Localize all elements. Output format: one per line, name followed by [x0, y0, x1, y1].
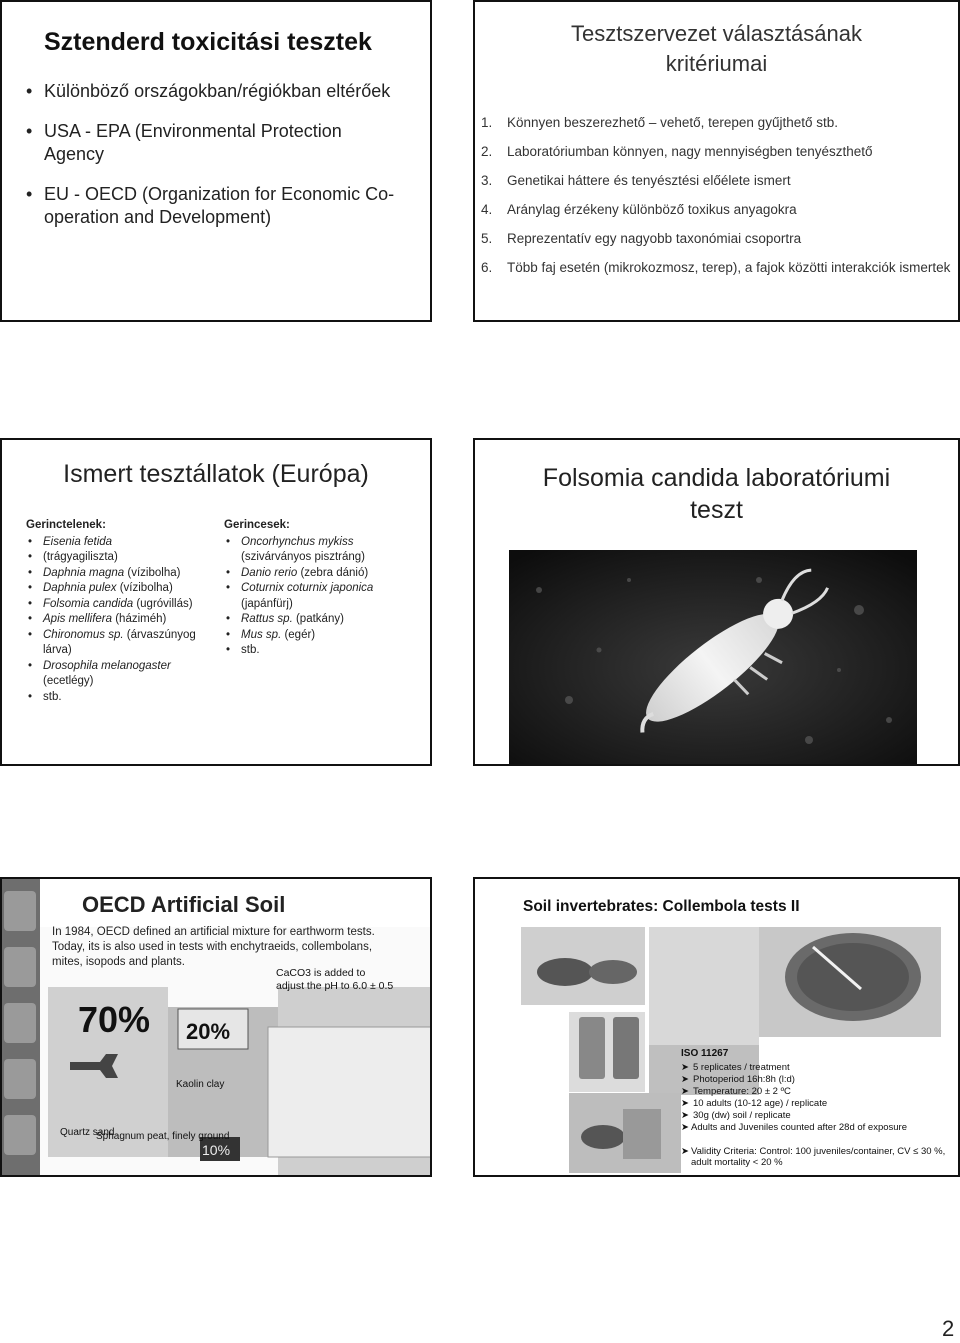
- common-name: (trágyagiliszta): [43, 551, 118, 563]
- common-name: (árvaszúnyog lárva): [43, 628, 196, 656]
- spec-item: Temperature: 20 ± 2 ºC: [693, 1086, 791, 1097]
- percent-10: 10%: [202, 1142, 231, 1158]
- latin-name: Coturnix coturnix japonica: [241, 582, 374, 594]
- arrow-icon: ➤: [681, 1110, 689, 1121]
- spec-item: Validity Criteria: Control: 100 juveniles/container, CV ≤ 30 %, adult mortality < 20 %: [691, 1146, 946, 1168]
- column-header: Gerincesek:: [224, 519, 290, 531]
- title-line: kritériumai: [665, 51, 768, 76]
- spec-item: 10 adults (10-12 age) / replicate: [693, 1098, 828, 1109]
- item-text: Genetikai háttere és tenyésztési előélete ismert: [507, 173, 791, 188]
- common-name: (ecetlégy): [43, 675, 94, 687]
- slide-standard-toxicity-tests: [0, 0, 432, 322]
- criteria-item: [481, 195, 951, 224]
- species-item: [26, 628, 216, 659]
- item-number: 5.: [481, 231, 493, 246]
- spec-item: 5 replicates / treatment: [693, 1062, 790, 1073]
- arrow-icon: ➤: [681, 1146, 689, 1157]
- common-name: (szivárványos pisztráng): [241, 551, 365, 563]
- arrow-icon: ➤: [681, 1086, 689, 1097]
- caco3-note: CaCO3 is added to adjust the pH to 6.0 ± 0.5: [276, 967, 394, 992]
- common-name: (vízibolha): [116, 582, 173, 594]
- slide-test-animals: [0, 438, 432, 766]
- item-text: Laboratóriumban könnyen, nagy mennyiségben tenyészthető: [507, 144, 873, 159]
- common-name: (ugróvillás): [133, 597, 193, 610]
- column-header: Gerinctelenek:: [26, 519, 106, 531]
- latin-name: Eisenia fetida: [43, 535, 113, 548]
- species-list: [224, 535, 424, 659]
- common-name: stb.: [241, 644, 260, 656]
- species-item: [224, 612, 424, 628]
- item-number: 2.: [481, 144, 493, 159]
- species-list: [26, 535, 216, 706]
- latin-name: Chironomus sp.: [43, 628, 124, 641]
- item-number: 1.: [481, 115, 493, 130]
- sphagnum-label: Sphagnum peat, finely ground: [96, 1131, 230, 1142]
- percent-70: 70%: [78, 999, 151, 1040]
- species-item: [224, 581, 424, 612]
- page-number: 2: [942, 1316, 955, 1341]
- percent-20: 20%: [186, 1019, 231, 1044]
- latin-name: Apis mellifera: [43, 613, 113, 625]
- quartz-label: Quartz sand: [60, 1127, 115, 1138]
- criteria-item: [481, 137, 951, 166]
- spec-item: 30g (dw) soil / replicate: [693, 1110, 791, 1121]
- criteria-item: [481, 253, 951, 282]
- species-item: [26, 597, 216, 613]
- species-item: [224, 566, 424, 582]
- spec-item: Photoperiod 16h:8h (l:d): [693, 1074, 795, 1085]
- arrow-icon: ➤: [681, 1062, 689, 1073]
- species-item: [224, 643, 424, 659]
- species-item: [26, 612, 216, 628]
- common-name: stb.: [43, 690, 62, 703]
- collembola-image: [473, 877, 960, 1177]
- common-name: (japánfürj): [241, 597, 293, 610]
- bullet-list: [24, 80, 404, 246]
- item-text: Reprezentatív egy nagyobb taxonómiai csoportra: [507, 231, 802, 246]
- species-item: [224, 628, 424, 644]
- criteria-item: [481, 166, 951, 195]
- common-name: (patkány): [292, 613, 344, 625]
- slide-title: [475, 462, 958, 526]
- common-name: (egér): [281, 628, 316, 641]
- common-name: (zebra dánió): [297, 566, 369, 579]
- title-line: Tesztszervezet választásának: [570, 21, 863, 46]
- bullet-item: • EU - OECD (Organization for Economic Co-operation and Development): [24, 183, 404, 229]
- criteria-list: [481, 108, 951, 282]
- slide-oecd-artificial-soil: [0, 877, 432, 1177]
- item-number: 4.: [481, 202, 493, 217]
- latin-name: Rattus sp.: [241, 613, 293, 625]
- species-item: [26, 659, 216, 690]
- latin-name: Drosophila melanogaster: [43, 659, 171, 672]
- item-number: 6.: [481, 260, 493, 275]
- title-line: teszt: [690, 496, 743, 524]
- arrow-icon: ➤: [681, 1122, 689, 1133]
- latin-name: Daphnia magna: [43, 566, 125, 579]
- intro-text: In 1984, OECD defined an artificial mixture for earthworm tests. Today, its is also used in tests with enchytraeids, collembolans, mites, isopods and plants.: [52, 926, 375, 968]
- kaolin-label: Kaolin clay: [176, 1079, 225, 1090]
- slide-title: OECD Artificial Soil: [82, 892, 286, 917]
- bullet-item: • Különböző országokban/régiókban eltérőek: [24, 80, 404, 103]
- criteria-item: [481, 224, 951, 253]
- item-text: Több faj esetén (mikrokozmosz, terep), a fajok közötti interakciók ismertek: [507, 260, 951, 275]
- item-text: Könnyen beszerezhető – vehető, terepen gyűjthető stb.: [507, 115, 838, 130]
- item-number: 3.: [481, 173, 493, 188]
- title-line: Folsomia candida laboratóriumi: [542, 464, 891, 492]
- iso-label: ISO 11267: [681, 1048, 729, 1059]
- species-item: [26, 535, 216, 551]
- common-name: (vízibolha): [124, 566, 181, 579]
- arrow-icon: ➤: [681, 1098, 689, 1109]
- slide-title: [475, 19, 958, 79]
- slide-title: Sztenderd toxicitási tesztek: [44, 28, 372, 56]
- slide-selection-criteria: [473, 0, 960, 322]
- latin-name: Mus sp.: [241, 628, 282, 641]
- slide-title: Ismert tesztállatok (Európa): [63, 460, 369, 488]
- species-item: [26, 690, 216, 706]
- vertebrates-column: [224, 518, 424, 659]
- invertebrates-column: [26, 518, 216, 705]
- species-item: [26, 550, 216, 566]
- latin-name: Daphnia pulex: [43, 582, 117, 594]
- arrow-icon: ➤: [681, 1074, 689, 1085]
- species-item: [26, 566, 216, 582]
- spec-item: Adults and Juveniles counted after 28d of exposure: [691, 1122, 908, 1133]
- slide-title: Soil invertebrates: Collembola tests II: [523, 898, 800, 915]
- latin-name: Folsomia candida: [43, 597, 134, 610]
- item-text: Aránylag érzékeny különböző toxikus anyagokra: [507, 202, 797, 217]
- slide-collembola-tests: [473, 877, 960, 1177]
- species-item: [26, 581, 216, 597]
- latin-name: Oncorhynchus mykiss: [241, 535, 354, 548]
- species-item: [224, 535, 424, 566]
- common-name: (háziméh): [112, 613, 167, 625]
- springtail-photo: [509, 550, 917, 764]
- oecd-soil-image: [0, 877, 432, 1177]
- slide-folsomia-test: [473, 438, 960, 766]
- criteria-item: [481, 108, 951, 137]
- latin-name: Danio rerio: [241, 566, 298, 579]
- bullet-item: • USA - EPA (Environmental Protection Agency: [24, 120, 404, 166]
